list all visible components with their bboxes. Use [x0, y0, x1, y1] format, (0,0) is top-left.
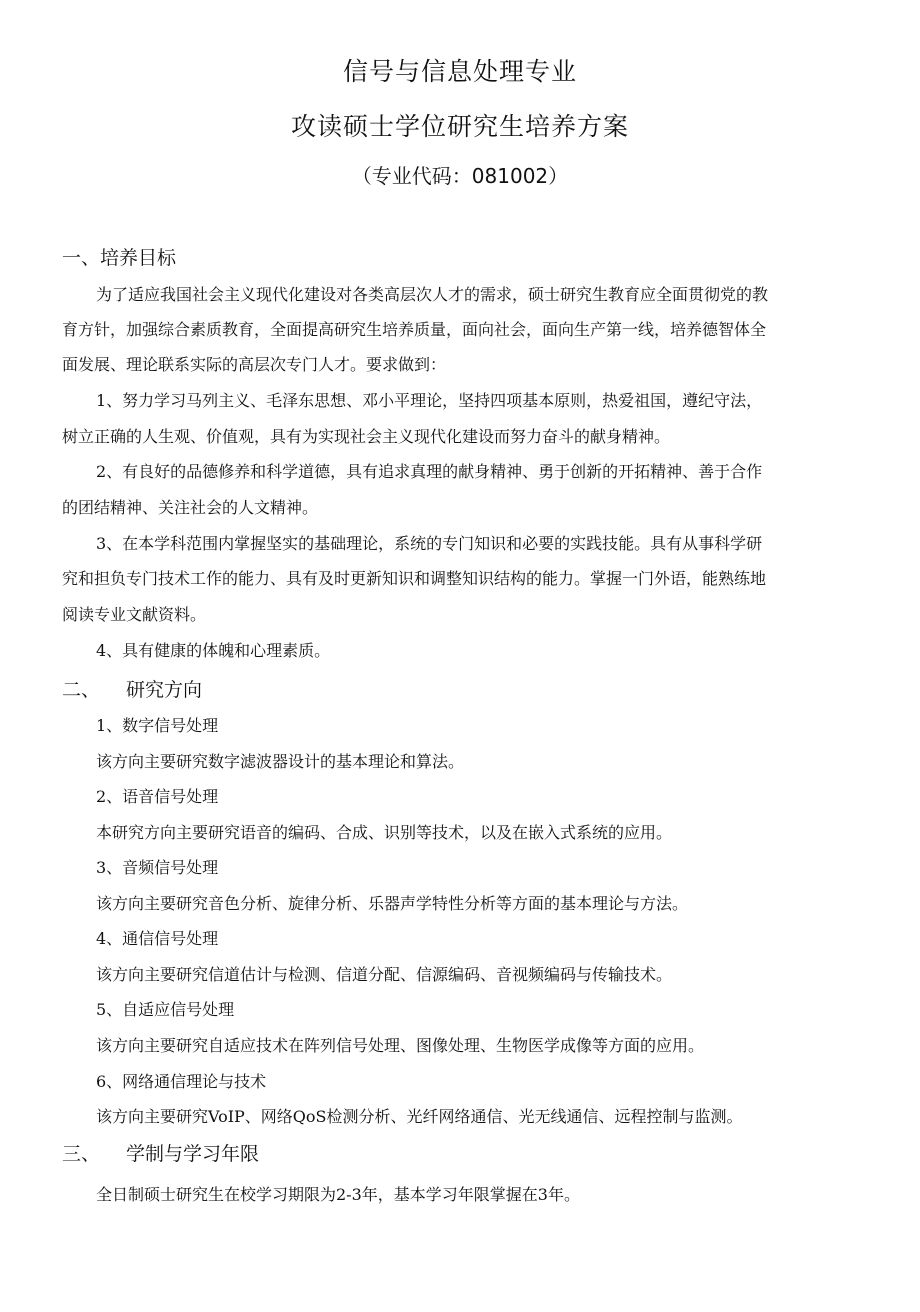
direction-description: 该方向主要研究自适应技术在阵列信号处理、图像处理、生物医学成像等方面的应用。	[96, 1036, 705, 1055]
direction-name: 4、通信信号处理	[96, 929, 219, 948]
direction-description: 该方向主要研究信道估计与检测、信道分配、信源编码、音视频编码与传输技术。	[96, 965, 673, 984]
section-number: 二、	[62, 679, 101, 701]
requirement-item: 究和担负专门技术工作的能力、具有及时更新知识和调整知识结构的能力。掌握一门外语，能熟练地	[62, 569, 767, 588]
section-title: 研究方向	[126, 679, 203, 701]
direction-description: 该方向主要研究数字滤波器设计的基本理论和算法。	[96, 752, 465, 771]
requirement-item: 的团结精神、关注社会的人文精神。	[62, 498, 319, 517]
section-heading-research-directions	[62, 675, 202, 702]
requirement-item: 1、努力学习马列主义、毛泽东思想、邓小平理论，坚持四项基本原则，热爱祖国，遵纪守法，	[96, 391, 763, 410]
paragraph-line: 育方针，加强综合素质教育，全面提高研究生培养质量，面向社会，面向生产第一线，培养德智体全	[62, 320, 767, 339]
requirement-item: 树立正确的人生观、价值观，具有为实现社会主义现代化建设而努力奋斗的献身精神。	[62, 427, 671, 446]
direction-name: 5、自适应信号处理	[96, 1000, 235, 1019]
direction-description: 该方向主要研究VoIP、网络QoS检测分析、光纤网络通信、光无线通信、远程控制与监测。	[96, 1107, 743, 1126]
direction-description: 该方向主要研究音色分析、旋律分析、乐器声学特性分析等方面的基本理论与方法。	[96, 894, 689, 913]
direction-name: 2、语音信号处理	[96, 787, 219, 806]
paragraph-line: 面发展、理论联系实际的高层次专门人才。要求做到：	[62, 355, 447, 374]
direction-name: 3、音频信号处理	[96, 858, 219, 877]
section-title: 学制与学习年限	[126, 1143, 260, 1165]
requirement-item: 3、在本学科范围内掌握坚实的基础理论，系统的专门知识和必要的实践技能。具有从事科学研	[96, 534, 763, 553]
section-number: 三、	[62, 1143, 101, 1165]
requirement-item: 2、有良好的品德修养和科学道德，具有追求真理的献身精神、勇于创新的开拓精神、善于合作	[96, 462, 763, 481]
requirement-item: 4、具有健康的体魄和心理素质。	[96, 641, 331, 660]
section-heading-training-objectives: 一、培养目标	[62, 247, 177, 269]
paragraph-line: 全日制硕士研究生在校学习期限为2-3年，基本学习年限掌握在3年。	[96, 1185, 580, 1204]
major-code: （专业代码：081002）	[351, 164, 569, 188]
document-title: 信号与信息处理专业	[342, 57, 577, 86]
direction-name: 1、数字信号处理	[96, 716, 219, 735]
direction-name: 6、网络通信理论与技术	[96, 1072, 267, 1091]
document-subtitle: 攻读硕士学位研究生培养方案	[290, 112, 629, 141]
paragraph-line: 为了适应我国社会主义现代化建设对各类高层次人才的需求，硕士研究生教育应全面贯彻党的教	[96, 285, 769, 304]
requirement-item: 阅读专业文献资料。	[62, 605, 207, 624]
direction-description: 本研究方向主要研究语音的编码、合成、识别等技术，以及在嵌入式系统的应用。	[96, 823, 673, 842]
section-heading-study-duration	[62, 1139, 259, 1166]
